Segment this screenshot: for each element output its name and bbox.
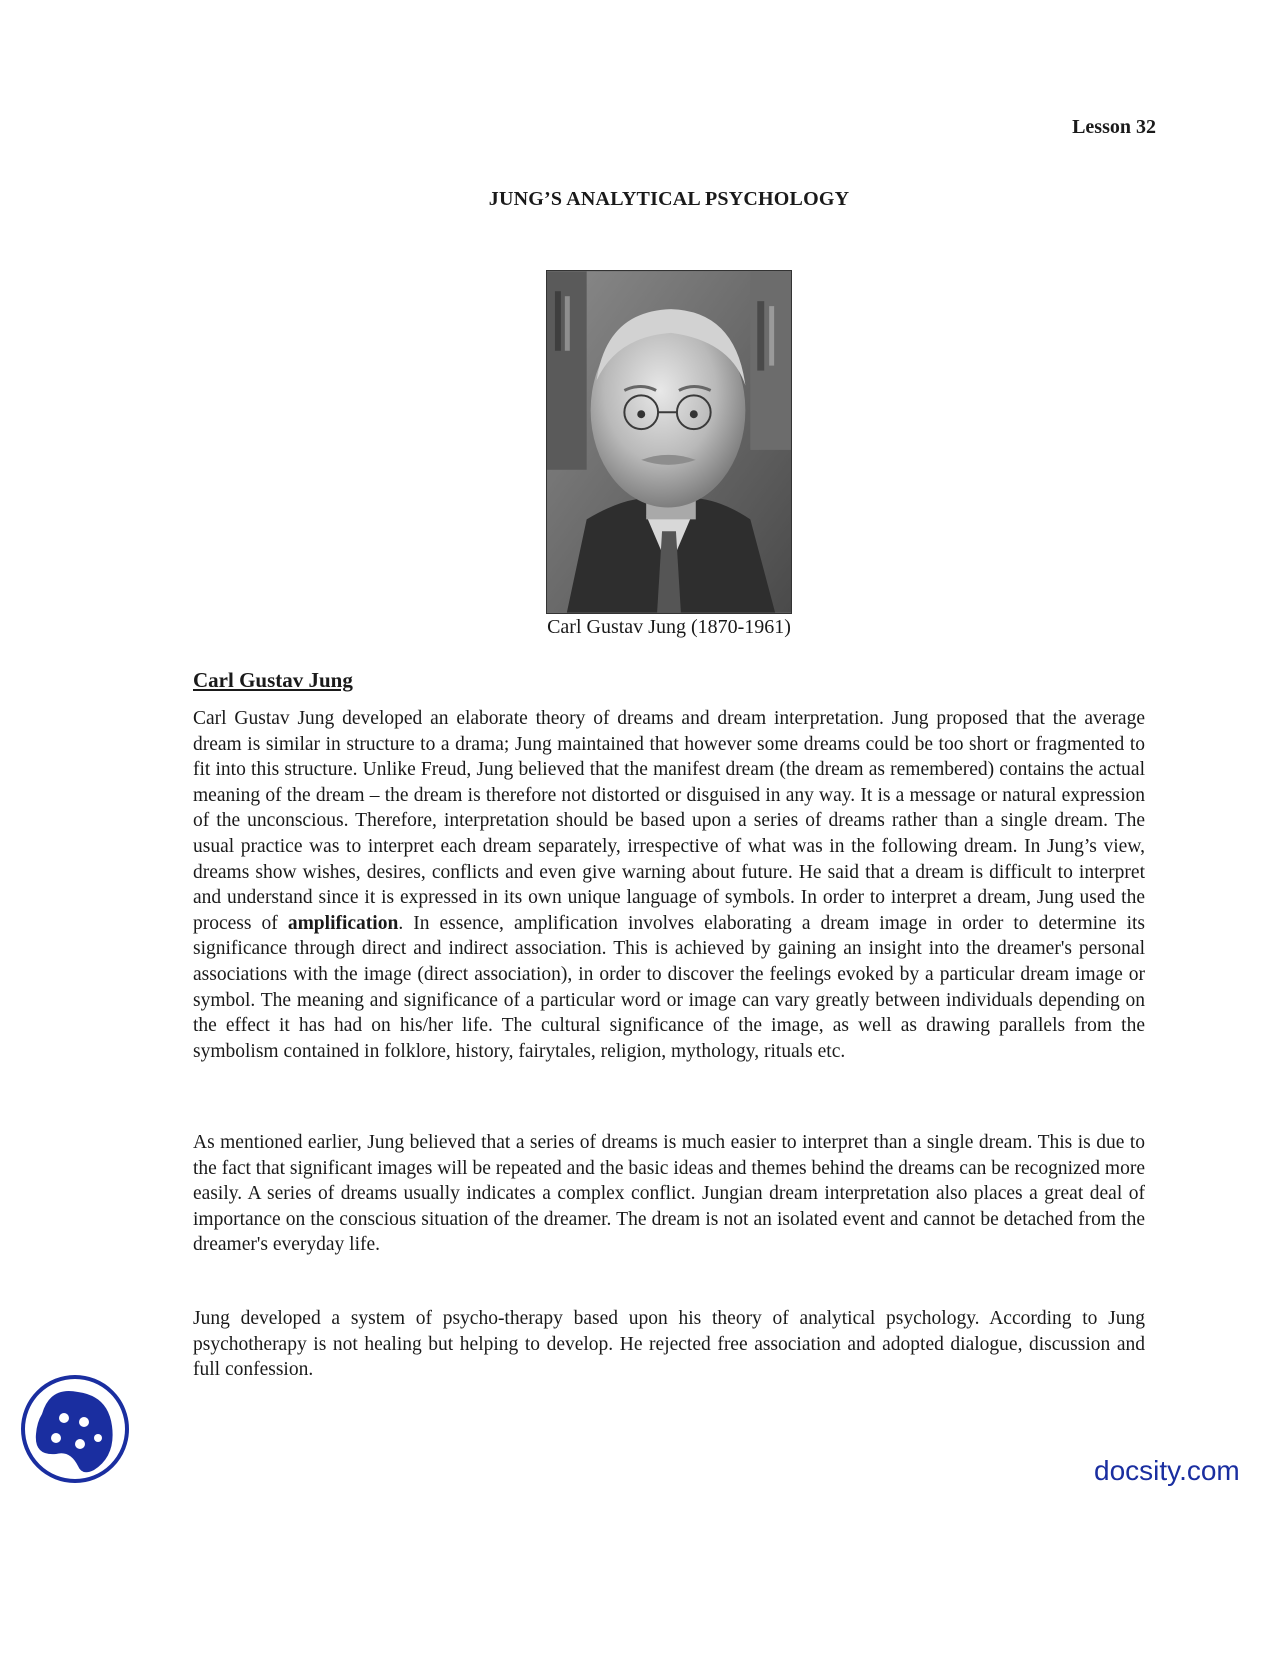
paragraph-1 — [193, 706, 1145, 1064]
paragraph-1-end: . In essence, amplification involves elaborating a dream image in order to determine its significance through direct and indirect association. This is achieved by gaining an insight into the dreamer's personal associations with the image (direct association), in order to discover the feelings evoked by a particular dream image or symbol. The meaning and significance of a particular word or image can vary greatly between individuals depending on the effect it has had on his/her life. The cultural significance of the image, as well as drawing parallels from the symbolism contained in folklore, history, fairytales, religion, mythology, rituals etc. — [193, 912, 1145, 1062]
portrait-photo — [546, 270, 792, 614]
photo-caption: Carl Gustav Jung (1870-1961) — [547, 616, 791, 638]
page-title: JUNG’S ANALYTICAL PSYCHOLOGY — [488, 188, 850, 210]
docsity-logo-icon[interactable] — [20, 1374, 130, 1484]
lesson-number: Lesson 32 — [1072, 116, 1156, 138]
paragraph-3: Jung developed a system of psycho-therapy based upon his theory of analytical psychology. According to Jung psychotherapy is not healing but helping to develop. He rejected free association and adopted dialogue, discussion and full confession. — [193, 1308, 1145, 1381]
paragraph-1-start: Carl Gustav Jung developed an elaborate theory of dreams and dream interpretation. Jung proposed that the average dream is similar in structure to a drama; Jung maintained that however some dreams could be too short or fragmented to fit into this structure. Unlike Freud, Jung believed that the manifest dream (the dream as remembered) contains the actual meaning of the dream – the dream is therefore not distorted or disguised in any way. It is a message or natural expression of the unconscious. Therefore, interpretation should be based upon a series of dreams rather than a single dream. The usual practice was to interpret each dream separately, irrespective of what was in the following dream. In Jung’s view, dreams show wishes, desires, conflicts and even give warning about future. He said that a dream is difficult to interpret and understand since it is expressed in its own unique language of symbols. In order to interpret a dream, Jung used the process of — [193, 708, 1145, 934]
amplification-term: amplification — [287, 912, 399, 934]
section-heading: Carl Gustav Jung — [193, 668, 353, 692]
docsity-brand-link[interactable]: docsity.com — [1094, 1455, 1240, 1486]
paragraph-2: As mentioned earlier, Jung believed that a series of dreams is much easier to interpret than a single dream. This is due to the fact that significant images will be repeated and the basic ideas and themes behind the dreams can be recognized more easily. A series of dreams usually indicates a complex conflict. Jungian dream interpretation also places a great deal of importance on the conscious situation of the dreamer. The dream is not an isolated event and cannot be detached from the dreamer's everyday life. — [193, 1132, 1145, 1256]
